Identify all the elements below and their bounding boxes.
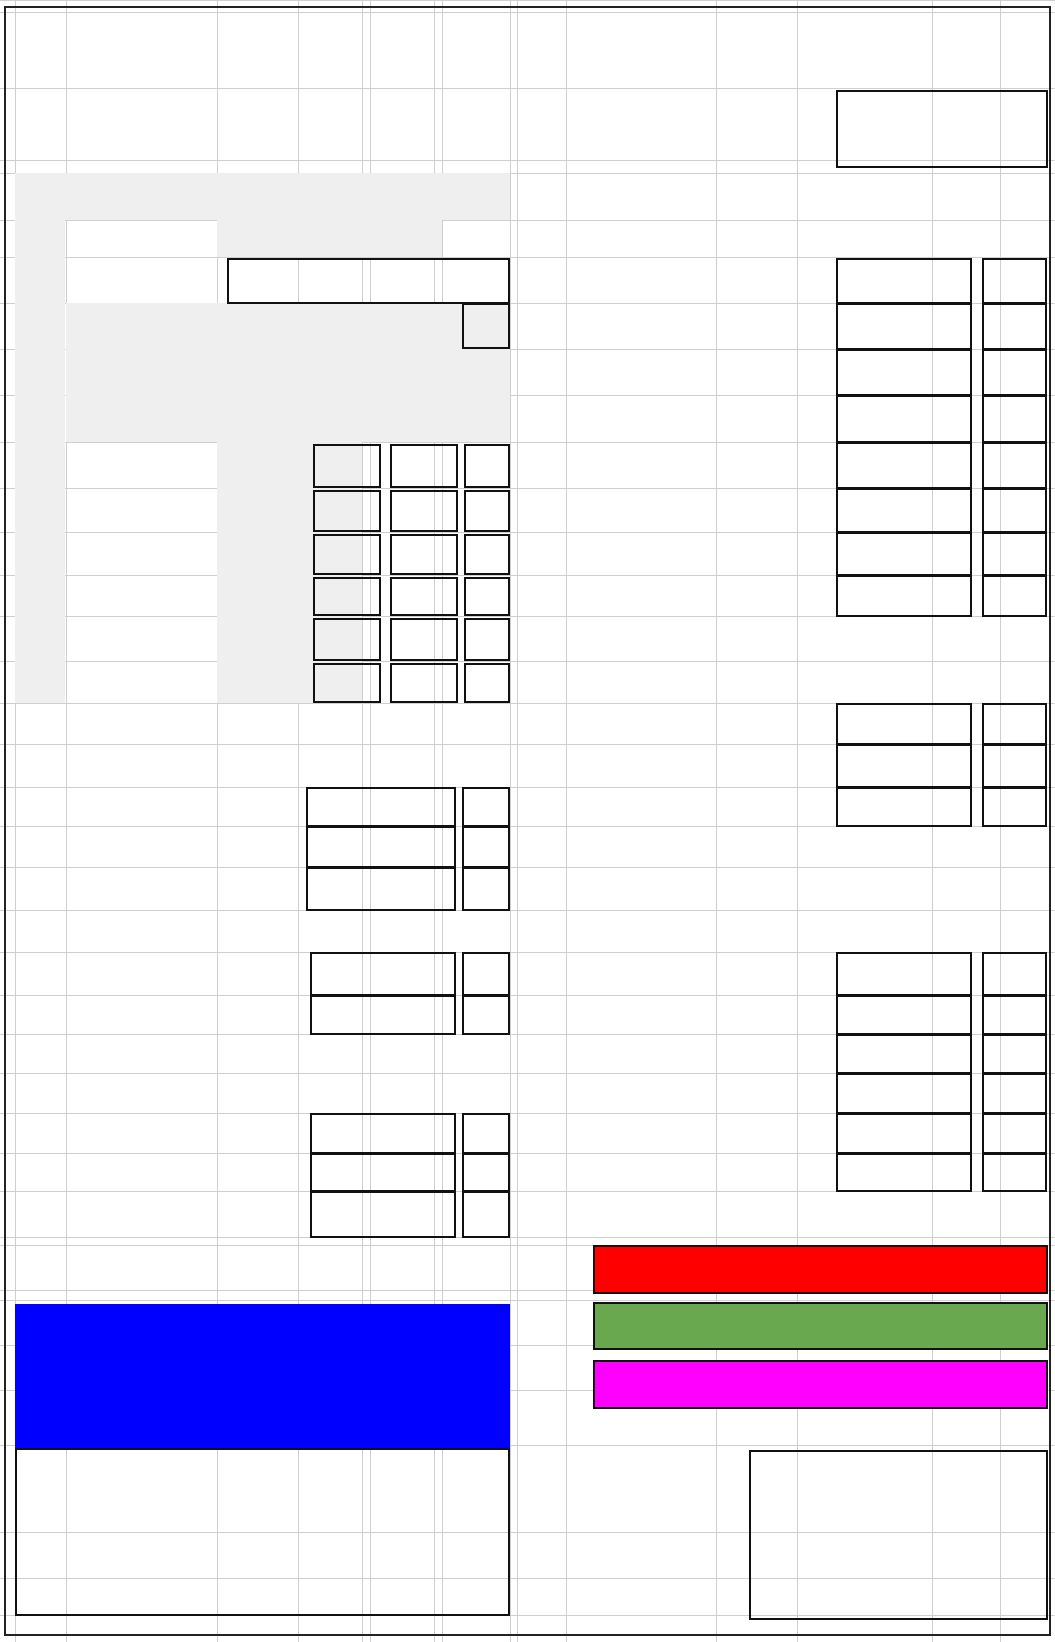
grid-line-h [0,0,1055,1]
sheet-border [4,6,1051,1636]
